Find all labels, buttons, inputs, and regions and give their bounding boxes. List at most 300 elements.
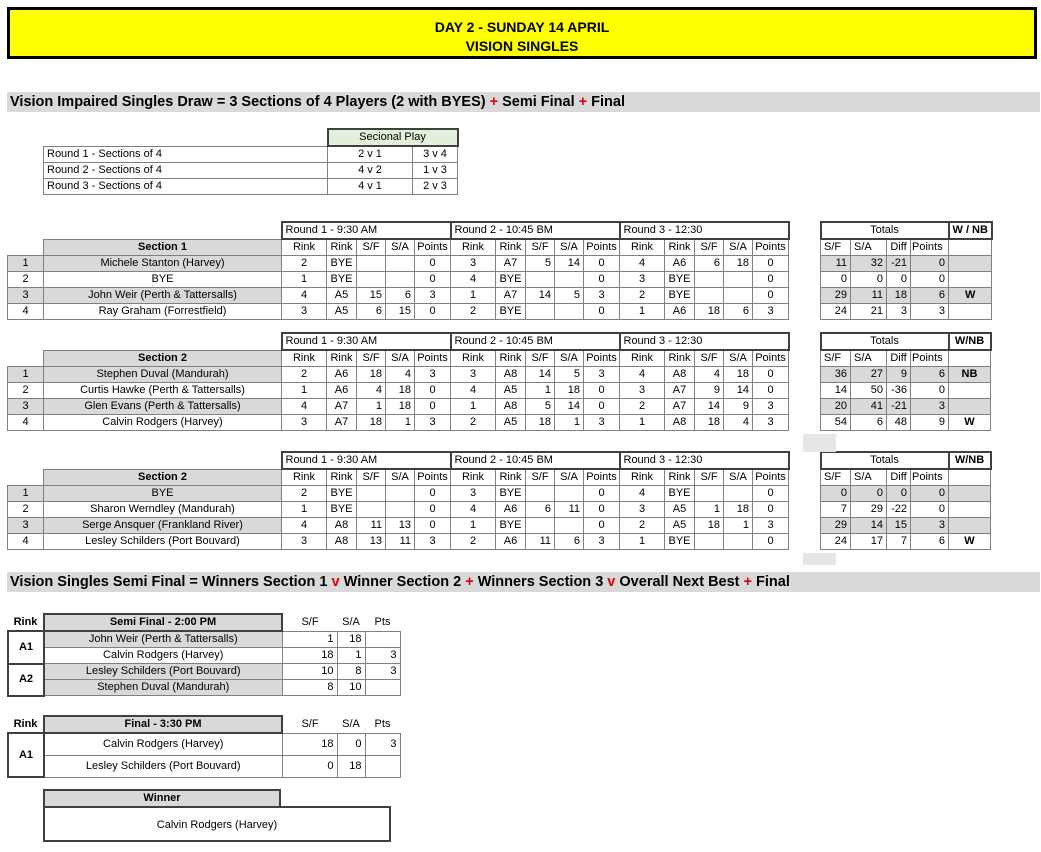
opponent-cell: 1 xyxy=(282,502,327,518)
rink-cell: A6 xyxy=(327,367,357,383)
spacer-cell xyxy=(789,367,821,383)
rink-cell: A1 xyxy=(8,631,44,664)
score-for: 18 xyxy=(695,518,724,534)
player-name: Curtis Hawke (Perth & Tattersalls) xyxy=(44,383,282,399)
total-score-against: 27 xyxy=(851,367,887,383)
score-against: 18 xyxy=(337,755,365,777)
opponent-cell: 2 xyxy=(451,415,496,431)
points-cell: 0 xyxy=(415,256,451,272)
total-diff: 18 xyxy=(887,288,911,304)
spacer-cell xyxy=(789,272,821,288)
score-against: 4 xyxy=(386,367,415,383)
spacer-cell xyxy=(8,239,44,256)
w-nb-cell xyxy=(949,383,991,399)
sa-header: S/A xyxy=(724,239,753,256)
rink-cell: A6 xyxy=(496,534,526,550)
score-for: 18 xyxy=(695,304,724,320)
score-against xyxy=(386,486,415,502)
player-name: Lesley Schilders (Port Bouvard) xyxy=(44,664,282,680)
rink-cell: A8 xyxy=(327,518,357,534)
opponent-cell: 4 xyxy=(282,399,327,415)
points-cell: 3 xyxy=(415,415,451,431)
sectional-round-label: Round 1 - Sections of 4 xyxy=(44,146,328,163)
rink-cell: BYE xyxy=(327,256,357,272)
score-against: 11 xyxy=(386,534,415,550)
spacer-cell xyxy=(789,415,821,431)
score-for: 18 xyxy=(526,415,555,431)
round-header: Round 2 - 10:45 BM xyxy=(451,452,620,469)
opponent-cell: 1 xyxy=(451,288,496,304)
player-number: 4 xyxy=(8,534,44,550)
plus-sign: + xyxy=(578,94,588,110)
opponent-cell: 2 xyxy=(282,486,327,502)
score-against xyxy=(386,272,415,288)
total-diff: 9 xyxy=(887,367,911,383)
player-name: Lesley Schilders (Port Bouvard) xyxy=(44,534,282,550)
player-number: 2 xyxy=(8,502,44,518)
opponent-cell: 1 xyxy=(451,399,496,415)
total-diff: 0 xyxy=(887,486,911,502)
score-against xyxy=(724,288,753,304)
score-against: 6 xyxy=(386,288,415,304)
w-nb-cell xyxy=(949,469,991,486)
points-cell: 0 xyxy=(415,399,451,415)
winner-label: Winner xyxy=(43,789,281,806)
score-against xyxy=(724,534,753,550)
sectional-match: 2 v 3 xyxy=(413,179,458,195)
total-score-for: 14 xyxy=(821,383,851,399)
score-for: 1 xyxy=(695,502,724,518)
score-against xyxy=(386,502,415,518)
round-header: Round 3 - 12:30 xyxy=(620,452,789,469)
total-diff: -21 xyxy=(887,256,911,272)
score-for: 4 xyxy=(695,367,724,383)
points-cell: 0 xyxy=(753,272,789,288)
score-against: 14 xyxy=(555,399,584,415)
points-cell: 3 xyxy=(415,367,451,383)
total-score-against: 6 xyxy=(851,415,887,431)
w-nb-header: W/NB xyxy=(949,452,991,469)
pts-header: Pts xyxy=(374,717,391,730)
totals-header: Totals xyxy=(821,222,949,239)
score-for: 4 xyxy=(357,383,386,399)
spacer-cell xyxy=(8,333,44,350)
total-score-for: 29 xyxy=(821,518,851,534)
spacer-cell xyxy=(789,399,821,415)
score-for: 1 xyxy=(282,631,337,648)
rink-header: Rink xyxy=(665,239,695,256)
round-header: Round 1 - 9:30 AM xyxy=(282,222,451,239)
total-diff: -22 xyxy=(887,502,911,518)
total-score-against: 41 xyxy=(851,399,887,415)
draw-description-bar xyxy=(7,92,1040,112)
points-cell: 3 xyxy=(415,534,451,550)
spacer-cell xyxy=(8,222,44,239)
semi-final-text: Semi Final xyxy=(502,94,575,110)
score-against: 6 xyxy=(555,534,584,550)
sf-header: S/F xyxy=(821,469,851,486)
banner-title: DAY 2 - SUNDAY 14 APRIL xyxy=(434,19,610,35)
pts-header: Pts xyxy=(374,615,391,628)
spacer-cell xyxy=(789,256,821,272)
total-points: 9 xyxy=(911,415,949,431)
table-row xyxy=(8,304,992,320)
table-row xyxy=(8,534,991,550)
rink-header: Rink xyxy=(327,239,357,256)
semi-text: Winner Section 2 xyxy=(343,574,462,590)
score-for xyxy=(526,304,555,320)
sf-header: S/F xyxy=(821,350,851,367)
opponent-cell: 2 xyxy=(620,399,665,415)
spacer-cell xyxy=(789,383,821,399)
score-for: 15 xyxy=(357,288,386,304)
w-nb-cell xyxy=(949,239,992,256)
semi-final-table xyxy=(7,613,401,697)
total-score-against: 17 xyxy=(851,534,887,550)
sectional-match: 1 v 3 xyxy=(413,163,458,179)
rink-cell: A8 xyxy=(496,367,526,383)
sf-header: S/F xyxy=(357,239,386,256)
points-cell: 0 xyxy=(753,383,789,399)
score-for xyxy=(357,272,386,288)
score-against: 15 xyxy=(386,304,415,320)
rink-cell: A5 xyxy=(327,288,357,304)
sa-header: S/A xyxy=(851,239,887,256)
score-against: 18 xyxy=(386,383,415,399)
points-cell: 3 xyxy=(753,304,789,320)
table-row xyxy=(8,415,991,431)
rink-cell: A5 xyxy=(496,415,526,431)
score-for xyxy=(526,518,555,534)
rink-cell: BYE xyxy=(496,304,526,320)
points xyxy=(365,631,400,648)
rink-cell: BYE xyxy=(327,272,357,288)
score-against: 1 xyxy=(555,415,584,431)
points-cell: 0 xyxy=(415,383,451,399)
score-for: 0 xyxy=(282,755,337,777)
semi-final-description-bar xyxy=(7,572,1040,592)
points-header: Points xyxy=(753,239,789,256)
points-header: Points xyxy=(415,469,451,486)
final-title: Final - 3:30 PM xyxy=(44,716,282,733)
spacer-cell xyxy=(44,333,282,350)
points-cell: 0 xyxy=(753,288,789,304)
w-nb-header: W/NB xyxy=(949,333,991,350)
score-against xyxy=(386,256,415,272)
diff-header: Diff xyxy=(887,239,911,256)
score-for: 14 xyxy=(526,367,555,383)
points-cell: 0 xyxy=(584,399,620,415)
rink-cell: BYE xyxy=(665,272,695,288)
section-title: Section 1 xyxy=(44,239,282,256)
total-diff: -36 xyxy=(887,383,911,399)
total-score-for: 54 xyxy=(821,415,851,431)
opponent-cell: 4 xyxy=(451,272,496,288)
opponent-cell: 1 xyxy=(282,383,327,399)
final-table xyxy=(7,715,401,778)
score-for: 9 xyxy=(695,383,724,399)
rink-header: Rink xyxy=(13,717,38,730)
score-for: 13 xyxy=(357,534,386,550)
player-name: Michele Stanton (Harvey) xyxy=(44,256,282,272)
total-score-against: 21 xyxy=(851,304,887,320)
score-against: 0 xyxy=(337,733,365,755)
player-name: Calvin Rodgers (Harvey) xyxy=(44,648,282,664)
opponent-cell: 3 xyxy=(451,486,496,502)
total-points: 3 xyxy=(911,518,949,534)
points-cell: 0 xyxy=(415,486,451,502)
sa-header: S/A xyxy=(851,350,887,367)
rink-cell: A6 xyxy=(496,502,526,518)
score-for xyxy=(526,272,555,288)
player-number: 2 xyxy=(8,383,44,399)
spacer-cell xyxy=(789,222,821,239)
sf-header: S/F xyxy=(301,717,319,730)
sa-header: S/A xyxy=(555,350,584,367)
score-against: 18 xyxy=(724,256,753,272)
points-header: Points xyxy=(911,469,949,486)
sa-header: S/A xyxy=(386,350,415,367)
day-banner xyxy=(7,7,1037,59)
totals-header: Totals xyxy=(821,333,949,350)
points-cell: 0 xyxy=(584,518,620,534)
points-cell: 0 xyxy=(415,304,451,320)
points-cell: 3 xyxy=(415,288,451,304)
player-name: John Weir (Perth & Tattersalls) xyxy=(44,288,282,304)
semi-text: Overall Next Best xyxy=(619,574,740,590)
spacer-cell xyxy=(8,452,44,469)
player-number: 3 xyxy=(8,399,44,415)
rink-cell: A7 xyxy=(665,383,695,399)
score-against: 18 xyxy=(386,399,415,415)
total-points: 0 xyxy=(911,502,949,518)
points xyxy=(365,680,400,696)
score-for: 18 xyxy=(695,415,724,431)
rink-cell: A6 xyxy=(665,256,695,272)
score-for xyxy=(695,486,724,502)
score-against: 14 xyxy=(555,256,584,272)
spacer-cell xyxy=(789,452,821,469)
player-name: Serge Ansquer (Frankland River) xyxy=(44,518,282,534)
points-cell: 0 xyxy=(584,272,620,288)
sectional-play-header: Secional Play xyxy=(328,129,458,146)
sf-header: S/F xyxy=(526,350,555,367)
score-against xyxy=(555,486,584,502)
points-cell: 3 xyxy=(584,415,620,431)
score-for: 8 xyxy=(282,680,337,696)
spacer-cell xyxy=(789,518,821,534)
spacer-cell xyxy=(789,239,821,256)
player-number: 2 xyxy=(8,272,44,288)
rink-header: Rink xyxy=(451,350,496,367)
score-for: 14 xyxy=(526,288,555,304)
w-nb-cell xyxy=(949,399,991,415)
rink-cell: A7 xyxy=(496,256,526,272)
total-score-for: 36 xyxy=(821,367,851,383)
spacer-cell xyxy=(789,333,821,350)
rink-cell: A8 xyxy=(665,367,695,383)
player-name: Sharon Werndley (Mandurah) xyxy=(44,502,282,518)
score-for xyxy=(357,502,386,518)
player-name: Stephen Duval (Mandurah) xyxy=(44,367,282,383)
section-table xyxy=(7,451,992,550)
score-for: 1 xyxy=(526,383,555,399)
sa-header: S/A xyxy=(724,469,753,486)
points-cell: 0 xyxy=(753,486,789,502)
score-against: 14 xyxy=(724,383,753,399)
rink-cell: BYE xyxy=(327,502,357,518)
score-for: 1 xyxy=(357,399,386,415)
spacer-cell xyxy=(789,304,821,320)
score-against: 8 xyxy=(337,664,365,680)
w-nb-cell xyxy=(949,304,992,320)
table-row xyxy=(8,399,991,415)
total-score-for: 0 xyxy=(821,272,851,288)
points-cell: 0 xyxy=(415,502,451,518)
sectional-play-table xyxy=(43,128,459,195)
opponent-cell: 1 xyxy=(620,534,665,550)
total-score-for: 24 xyxy=(821,304,851,320)
sa-header: S/A xyxy=(724,350,753,367)
w-nb-cell xyxy=(949,272,992,288)
total-score-for: 7 xyxy=(821,502,851,518)
opponent-cell: 3 xyxy=(451,256,496,272)
diff-header: Diff xyxy=(887,350,911,367)
points-cell: 0 xyxy=(584,256,620,272)
sa-header: S/A xyxy=(386,469,415,486)
score-for: 11 xyxy=(357,518,386,534)
player-number: 1 xyxy=(8,367,44,383)
score-for xyxy=(695,272,724,288)
player-name: BYE xyxy=(44,272,282,288)
score-for xyxy=(526,486,555,502)
score-against xyxy=(555,272,584,288)
sa-header: S/A xyxy=(342,717,360,730)
table-row xyxy=(8,256,992,272)
score-against: 6 xyxy=(724,304,753,320)
plus-sign: + xyxy=(489,94,499,110)
total-score-for: 0 xyxy=(821,486,851,502)
rink-cell: A1 xyxy=(8,733,44,777)
w-nb-cell xyxy=(949,502,991,518)
rink-header: Rink xyxy=(620,239,665,256)
rink-cell: A8 xyxy=(327,534,357,550)
points-header: Points xyxy=(911,350,949,367)
points-cell: 3 xyxy=(584,367,620,383)
sa-header: S/A xyxy=(342,615,360,628)
rink-header: Rink xyxy=(282,239,327,256)
points-cell: 0 xyxy=(753,367,789,383)
rink-header: Rink xyxy=(620,350,665,367)
score-against: 18 xyxy=(337,631,365,648)
spacer-cell xyxy=(789,534,821,550)
score-for: 5 xyxy=(526,399,555,415)
score-against: 5 xyxy=(555,288,584,304)
opponent-cell: 4 xyxy=(282,288,327,304)
rink-cell: A7 xyxy=(496,288,526,304)
score-against: 11 xyxy=(555,502,584,518)
sf-header: S/F xyxy=(301,615,319,628)
w-nb-cell xyxy=(949,350,991,367)
player-name: BYE xyxy=(44,486,282,502)
rink-cell: BYE xyxy=(327,486,357,502)
points-cell: 0 xyxy=(415,272,451,288)
total-diff: 3 xyxy=(887,304,911,320)
points-header: Points xyxy=(911,239,949,256)
total-points: 6 xyxy=(911,288,949,304)
rink-cell: A2 xyxy=(8,664,44,696)
sectional-match: 4 v 1 xyxy=(328,179,413,195)
score-for: 18 xyxy=(357,415,386,431)
score-against: 1 xyxy=(386,415,415,431)
spacer-cell xyxy=(8,350,44,367)
points-header: Points xyxy=(584,239,620,256)
score-for: 5 xyxy=(526,256,555,272)
opponent-cell: 3 xyxy=(282,534,327,550)
spacer-cell xyxy=(789,350,821,367)
rink-header: Rink xyxy=(496,469,526,486)
rink-header: Rink xyxy=(665,469,695,486)
rink-header: Rink xyxy=(13,615,38,628)
table-row xyxy=(8,288,992,304)
sf-header: S/F xyxy=(695,239,724,256)
opponent-cell: 2 xyxy=(620,518,665,534)
score-against xyxy=(555,518,584,534)
table-row xyxy=(8,486,991,502)
versus-sign: v xyxy=(331,574,340,590)
sa-header: S/A xyxy=(386,239,415,256)
section-block xyxy=(7,221,993,320)
score-for: 11 xyxy=(526,534,555,550)
sf-header: S/F xyxy=(526,469,555,486)
total-diff: 0 xyxy=(887,272,911,288)
w-nb-cell: NB xyxy=(949,367,991,383)
score-against xyxy=(555,304,584,320)
sectional-round-label: Round 3 - Sections of 4 xyxy=(44,179,328,195)
rink-cell: BYE xyxy=(496,518,526,534)
points: 3 xyxy=(365,664,400,680)
rink-header: Rink xyxy=(496,239,526,256)
player-name: Glen Evans (Perth & Tattersalls) xyxy=(44,399,282,415)
player-number: 1 xyxy=(8,486,44,502)
score-against: 5 xyxy=(555,367,584,383)
sf-header: S/F xyxy=(357,469,386,486)
points-header: Points xyxy=(584,350,620,367)
semi-text: Vision Singles Semi Final = Winners Section 1 xyxy=(10,574,328,590)
sa-header: S/A xyxy=(555,239,584,256)
section-title: Section 2 xyxy=(44,469,282,486)
rink-cell: A7 xyxy=(665,399,695,415)
section-block xyxy=(7,332,992,431)
spacer-cell xyxy=(789,288,821,304)
opponent-cell: 4 xyxy=(620,256,665,272)
rink-header: Rink xyxy=(665,350,695,367)
opponent-cell: 3 xyxy=(282,304,327,320)
score-for xyxy=(357,256,386,272)
points-cell: 0 xyxy=(415,518,451,534)
score-for xyxy=(695,534,724,550)
sectional-round-label: Round 2 - Sections of 4 xyxy=(44,163,328,179)
score-for: 6 xyxy=(695,256,724,272)
points-header: Points xyxy=(415,239,451,256)
total-diff: 7 xyxy=(887,534,911,550)
score-for: 6 xyxy=(357,304,386,320)
rink-cell: BYE xyxy=(665,288,695,304)
player-name: John Weir (Perth & Tattersalls) xyxy=(44,631,282,648)
banner-subtitle: VISION SINGLES xyxy=(465,38,579,54)
player-name: Calvin Rodgers (Harvey) xyxy=(44,415,282,431)
table-row xyxy=(8,502,991,518)
